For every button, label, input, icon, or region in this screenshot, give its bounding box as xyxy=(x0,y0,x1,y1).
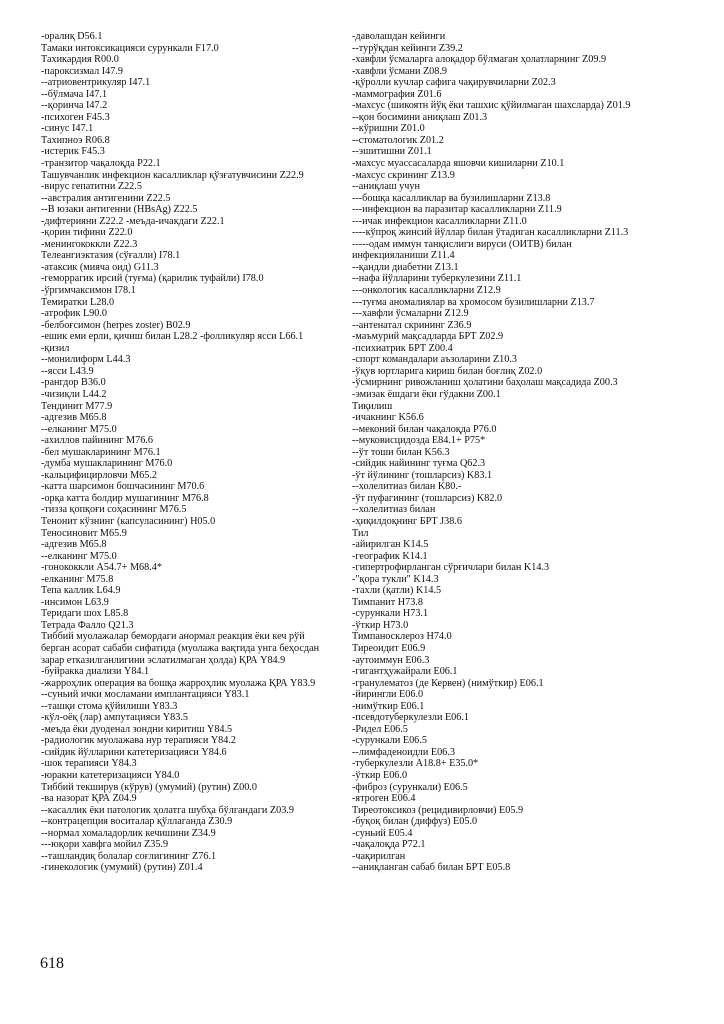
index-entry: -гипертрофирланган сўрғичлари билан K14.3 xyxy=(352,562,550,574)
index-entry: -оралиқ D56.1 xyxy=(41,31,103,42)
index-entry: --холелитиаз билан K80.- xyxy=(352,481,462,493)
index-entry: Тимпаносклероз H74.0 xyxy=(352,631,452,643)
index-entry: -сийдик йўлларини катетеризацияси Y84.6 xyxy=(41,746,227,758)
index-entry: --антенатал скрининг Z36.9 xyxy=(352,319,472,331)
index-entry: Тиқилиш xyxy=(352,400,393,412)
index-entry: -психоген F45.3 xyxy=(41,111,110,123)
index-entry: Тетрада Фалло Q21.3 xyxy=(41,619,134,631)
index-entry: -Ридел E06.5 xyxy=(352,723,408,735)
index-entry: берган асорат сабаби сифатида (муолажа вақтида унга беҳосдан xyxy=(41,642,320,654)
index-entry: Тиббий текширув (кўрув) (умумий) (рутин) Z00.0 xyxy=(41,781,257,793)
index-entry: Теридаги шох L85.8 xyxy=(41,608,129,620)
index-entry: -қизил xyxy=(41,342,70,354)
index-entry: -қорин тифини Z22.0 xyxy=(41,227,133,239)
index-entry: ---онкологик касалликларни Z12.9 xyxy=(352,285,501,297)
index-entry: ---туғма аномалиялар ва хромосом бузилишларни Z13.7 xyxy=(352,296,595,308)
index-entry: ---бошқа касалликлар ва бузилишларни Z13.8 xyxy=(352,192,551,204)
index-entry: -рангдор B36.0 xyxy=(41,377,106,389)
index-entry: -адгезив M65.8 xyxy=(41,539,107,551)
index-entry: --нормал хомаладорлик кечишини Z34.9 xyxy=(41,827,216,839)
index-entry: --қон босимини аниқлаш Z01.3 xyxy=(352,111,488,123)
index-entry: -тахли (қатли) K14.5 xyxy=(352,585,442,597)
index-entry: инфекцияланиши Z11.4 xyxy=(352,250,455,262)
index-entry: --қоринча I47.2 xyxy=(41,100,108,112)
index-entry: --касаллик ёки патологик ҳолатга шубҳа бўлгандаги Z03.9 xyxy=(41,804,294,816)
index-entry: -----одам иммун танқислиги вируси (ОИТВ) билан xyxy=(352,238,572,250)
index-entry: -радиологик муолажава нур терапияси Y84.2 xyxy=(41,735,236,747)
index-entry: Тахикардия R00.0 xyxy=(41,54,119,66)
index-entry: -даволашдан кейинги xyxy=(352,31,446,42)
index-entry: --меконий билан чақалоқда P76.0 xyxy=(352,423,497,435)
index-entry: --нафа йўлларини туберкулезини Z11.1 xyxy=(352,273,522,285)
left-index-column xyxy=(41,31,359,874)
index-entry: зарар етказилганлигини эслатилмаган ҳолда) ҚРА Y84.9 xyxy=(41,654,286,666)
index-entry: -ятроген E06.4 xyxy=(352,793,416,805)
index-entry: -елканинг M75.8 xyxy=(41,573,114,585)
index-entry: --контрацепция воситалар қўллаганда Z30.9 xyxy=(41,816,233,828)
index-entry: --эшитишни Z01.1 xyxy=(352,146,432,158)
index-entry: -маммография Z01.6 xyxy=(352,88,442,100)
index-entry: -менингококкли Z22.3 xyxy=(41,238,138,250)
index-entry: --муковисцидозда E84.1+ P75* xyxy=(352,435,486,447)
index-entry: -ўқув юртларига кириш билан боғлиқ Z02.0 xyxy=(352,365,543,377)
index-entry: --аниқлаш учун xyxy=(352,181,420,193)
index-entry: -кальцифицирловчи M65.2 xyxy=(41,469,157,481)
index-entry: -айирилган K14.5 xyxy=(352,539,429,551)
index-entry: --кўришни Z01.0 xyxy=(352,123,425,135)
index-entry: -махсус муассасаларда яшовчи кишиларни Z10.1 xyxy=(352,158,565,170)
index-entry: -дифтерияни Z22.2 -меъда-ичакдаги Z22.1 xyxy=(41,215,225,227)
index-entry: --атриовентрикуляр I47.1 xyxy=(41,77,151,89)
index-entry: ---юқори хавфга мойил Z35.9 xyxy=(41,839,169,851)
index-entry: --ясси L43.9 xyxy=(41,365,94,377)
index-entry: -ўт пуфагининг (тошларсиз) K82.0 xyxy=(352,492,503,504)
index-entry: -ўсмирнинг ривожланиш ҳолатини баҳолаш мақсадида Z00.3 xyxy=(352,377,618,389)
index-entry: -псевдотуберкулезли E06.1 xyxy=(352,712,469,724)
index-entry: -катта шарсимон бошчасининг M70.6 xyxy=(41,481,205,493)
index-entry: -чақалоқда P72.1 xyxy=(352,839,426,851)
index-entry: -кўл-оёқ (лар) ампутацияси Y83.5 xyxy=(41,712,188,724)
index-entry: ---хавфли ўсмаларни Z12.9 xyxy=(352,308,469,320)
index-entry: -гинекологик (умумий) (рутин) Z01.4 xyxy=(41,862,203,874)
index-entry: --ўт тоши билан K56.3 xyxy=(352,446,450,458)
index-entry: -ўткир E06.0 xyxy=(352,770,408,781)
index-entry: -гранулематоз (де Кервен) (нимўткир) E06.1 xyxy=(352,677,544,689)
index-entry: -ўргимчаксимон I78.1 xyxy=(41,285,136,297)
index-entry: -махсус скрининг Z13.9 xyxy=(352,169,455,181)
index-entry: -атрофик L90.0 xyxy=(41,308,108,320)
index-entry: --турўқдан кейинги Z39.2 xyxy=(352,42,463,54)
index-entry: -синус I47.1 xyxy=(41,123,94,135)
index-entry: -белбоғсимон (herpes zoster) B02.9 xyxy=(41,319,191,331)
index-entry: -сийдик найининг туғма Q62.3 xyxy=(352,458,486,470)
index-entry: -туберкулезли A18.8+ E35.0* xyxy=(352,758,479,770)
index-entry: -адгезив M65.8 xyxy=(41,412,107,424)
index-entry: Ташувчанлик инфекцион касалликлар қўзғатувчисини Z22.9 xyxy=(41,169,304,181)
index-entry: -ва назорат ҚРА Z04.9 xyxy=(41,793,137,805)
index-entry: -буйракка диализи Y84.1 xyxy=(41,666,150,678)
index-entry: -маъмурий мақсадларда БРТ Z02.9 xyxy=(352,331,504,343)
index-entry: -шок терапияси Y84.3 xyxy=(41,758,137,770)
index-entry: -геморрагик ирсий (туғма) (қарилик туфайли) I78.0 xyxy=(41,273,264,285)
index-entry: -вирус гепатитни Z22.5 xyxy=(41,181,142,193)
index-entry: -истерик F45.3 xyxy=(41,146,105,158)
index-entry: -психиатрик БРТ Z00.4 xyxy=(352,342,453,354)
index-entry: -инсимон L63.9 xyxy=(41,596,109,608)
index-entry: -спорт командалари аъзоларини Z10.3 xyxy=(352,354,517,366)
index-entry: -хавфли ўсмаларга алоқадор бўлмаган ҳолатларнинг Z09.9 xyxy=(352,54,607,66)
index-entry: -қўролли кучлар сафига чақирувчиларни Z02.3 xyxy=(352,77,556,89)
index-entry: -меъда ёки дуоденал зондни киритиш Y84.5 xyxy=(41,723,233,735)
index-entry: -пароксизмал I47.9 xyxy=(41,65,123,77)
index-entry: Тиреотоксикоз (рецидивирловчи) E05.9 xyxy=(352,804,524,816)
index-entry: -ичакнинг K56.6 xyxy=(352,412,424,424)
index-entry: ---ичак инфекцион касалликларни Z11.0 xyxy=(352,215,527,227)
index-entry: --ташландиқ болалар соғлигининг Z76.1 xyxy=(41,850,217,862)
index-entry: --холелитиаз билан xyxy=(352,504,436,516)
index-entry: --монилиформ L44.3 xyxy=(41,354,131,366)
index-entry: -аутоиммун E06.3 xyxy=(352,654,430,666)
index-entry: --елканинг M75.0 xyxy=(41,550,117,562)
index-entry: -гигантҳужайрали E06.1 xyxy=(352,666,458,678)
index-entry: -гонококкли A54.7+ M68.4* xyxy=(41,562,162,574)
index-entry: --қандли диабетни Z13.1 xyxy=(352,261,459,273)
index-entry: -думба мушакларининг M76.0 xyxy=(41,458,173,470)
index-entry: -ешик еми ерли, қичиш билан L28.2 -фолликуляр ясси L66.1 xyxy=(41,331,304,343)
index-entry: --стоматологик Z01.2 xyxy=(352,134,444,146)
index-entry: -суньий E05.4 xyxy=(352,827,413,839)
page-number: 618 xyxy=(40,955,64,972)
index-entry: Тиреоидит E06.9 xyxy=(352,642,426,654)
index-entry: --бўлмача I47.1 xyxy=(41,88,108,100)
index-entry: -махсус (шикоятн йўқ ёки ташхис қўйилмаган шахсларда) Z01.9 xyxy=(352,100,631,112)
index-entry: -йирингли E06.0 xyxy=(352,689,424,701)
index-entry: -сурункали E06.5 xyxy=(352,735,427,747)
index-entry: ----кўпроқ жинсий йўллар билан ўтадиган касалликларни Z11.3 xyxy=(352,227,629,239)
right-index-column xyxy=(352,31,692,874)
index-entry: Телеангиэктазия (сўғалли) I78.1 xyxy=(41,250,181,262)
index-entry: Тиббий муолажалар бемордаги анормал реакция ёки кеч рўй xyxy=(41,631,305,643)
index-entry: -бел мушакларининг M76.1 xyxy=(41,446,161,458)
index-entry: -эмизак ёшдаги ёки гўдакни Z00.1 xyxy=(352,388,501,400)
index-entry: -"қора тукли" K14.3 xyxy=(352,573,439,585)
index-entry: --лимфаденоидли E06.3 xyxy=(352,746,455,758)
index-entry: --В юзаки антигенни (HBsAg) Z22.5 xyxy=(41,204,198,216)
index-entry: -чақирилган xyxy=(352,850,406,862)
index-entry: -ўт йўлининг (тошларсиз) K83.1 xyxy=(352,469,493,481)
index-entry: -ўткир H73.0 xyxy=(352,619,409,631)
index-entry: Теносиновит M65.9 xyxy=(41,527,127,539)
index-entry: --австралия антигенини Z22.5 xyxy=(41,192,171,204)
index-entry: Тепа каллик L64.9 xyxy=(41,585,121,597)
index-entry: Тенонит кўзнинг (капсуласининг) H05.0 xyxy=(41,515,216,527)
index-entry: -транзитор чақалоқда P22.1 xyxy=(41,158,161,170)
index-entry: -орқа катта болдир мушагининг M76.8 xyxy=(41,492,209,504)
index-entry: Тимпанит H73.8 xyxy=(352,596,423,608)
index-entry: -нимўткир E06.1 xyxy=(352,700,425,712)
index-entry: ---инфекцион ва паразитар касалликларни Z11.9 xyxy=(352,204,562,216)
index-entry: -хавфли ўсмани Z08.9 xyxy=(352,65,447,77)
index-entry: -географик K14.1 xyxy=(352,550,428,562)
index-entry: -буқоқ билан (диффуз) E05.0 xyxy=(352,816,478,828)
index-entry: -юракни катетеризацияси Y84.0 xyxy=(41,770,180,781)
index-entry: -фиброз (сурункали) E06.5 xyxy=(352,781,468,793)
index-entry: Тил xyxy=(352,527,369,539)
index-entry: Тамаки интоксикацияси сурункали F17.0 xyxy=(41,42,219,54)
index-entry: Темиратки L28.0 xyxy=(41,296,115,308)
index-entry: --аниқланган сабаб билан БРТ E05.8 xyxy=(352,862,511,874)
index-entry: -жарроҳлик операция ва бошқа жарроҳлик муолажа ҚРА Y83.9 xyxy=(41,677,316,689)
index-entry: --ташқи стома қўйилиши Y83.3 xyxy=(41,700,178,712)
index-entry: Тахипноэ R06.8 xyxy=(41,134,110,146)
index-entry: -чизиқли L44.2 xyxy=(41,388,107,400)
index-entry: --суньий ички мосламани имплантацияси Y83.1 xyxy=(41,689,250,701)
index-entry: -сурункали H73.1 xyxy=(352,608,429,620)
index-entry: -ҳиқилдоқнинг БРТ J38.6 xyxy=(352,515,462,527)
index-entry: -тизза қопқоғи соҳасининг M76.5 xyxy=(41,504,187,516)
index-entry: Тендинит M77.9 xyxy=(41,400,113,412)
index-entry: -ахиллов пайининг M76.6 xyxy=(41,435,153,447)
index-entry: -атаксик (мияча оид) G11.3 xyxy=(41,261,159,273)
index-entry: --елканинг M75.0 xyxy=(41,423,117,435)
